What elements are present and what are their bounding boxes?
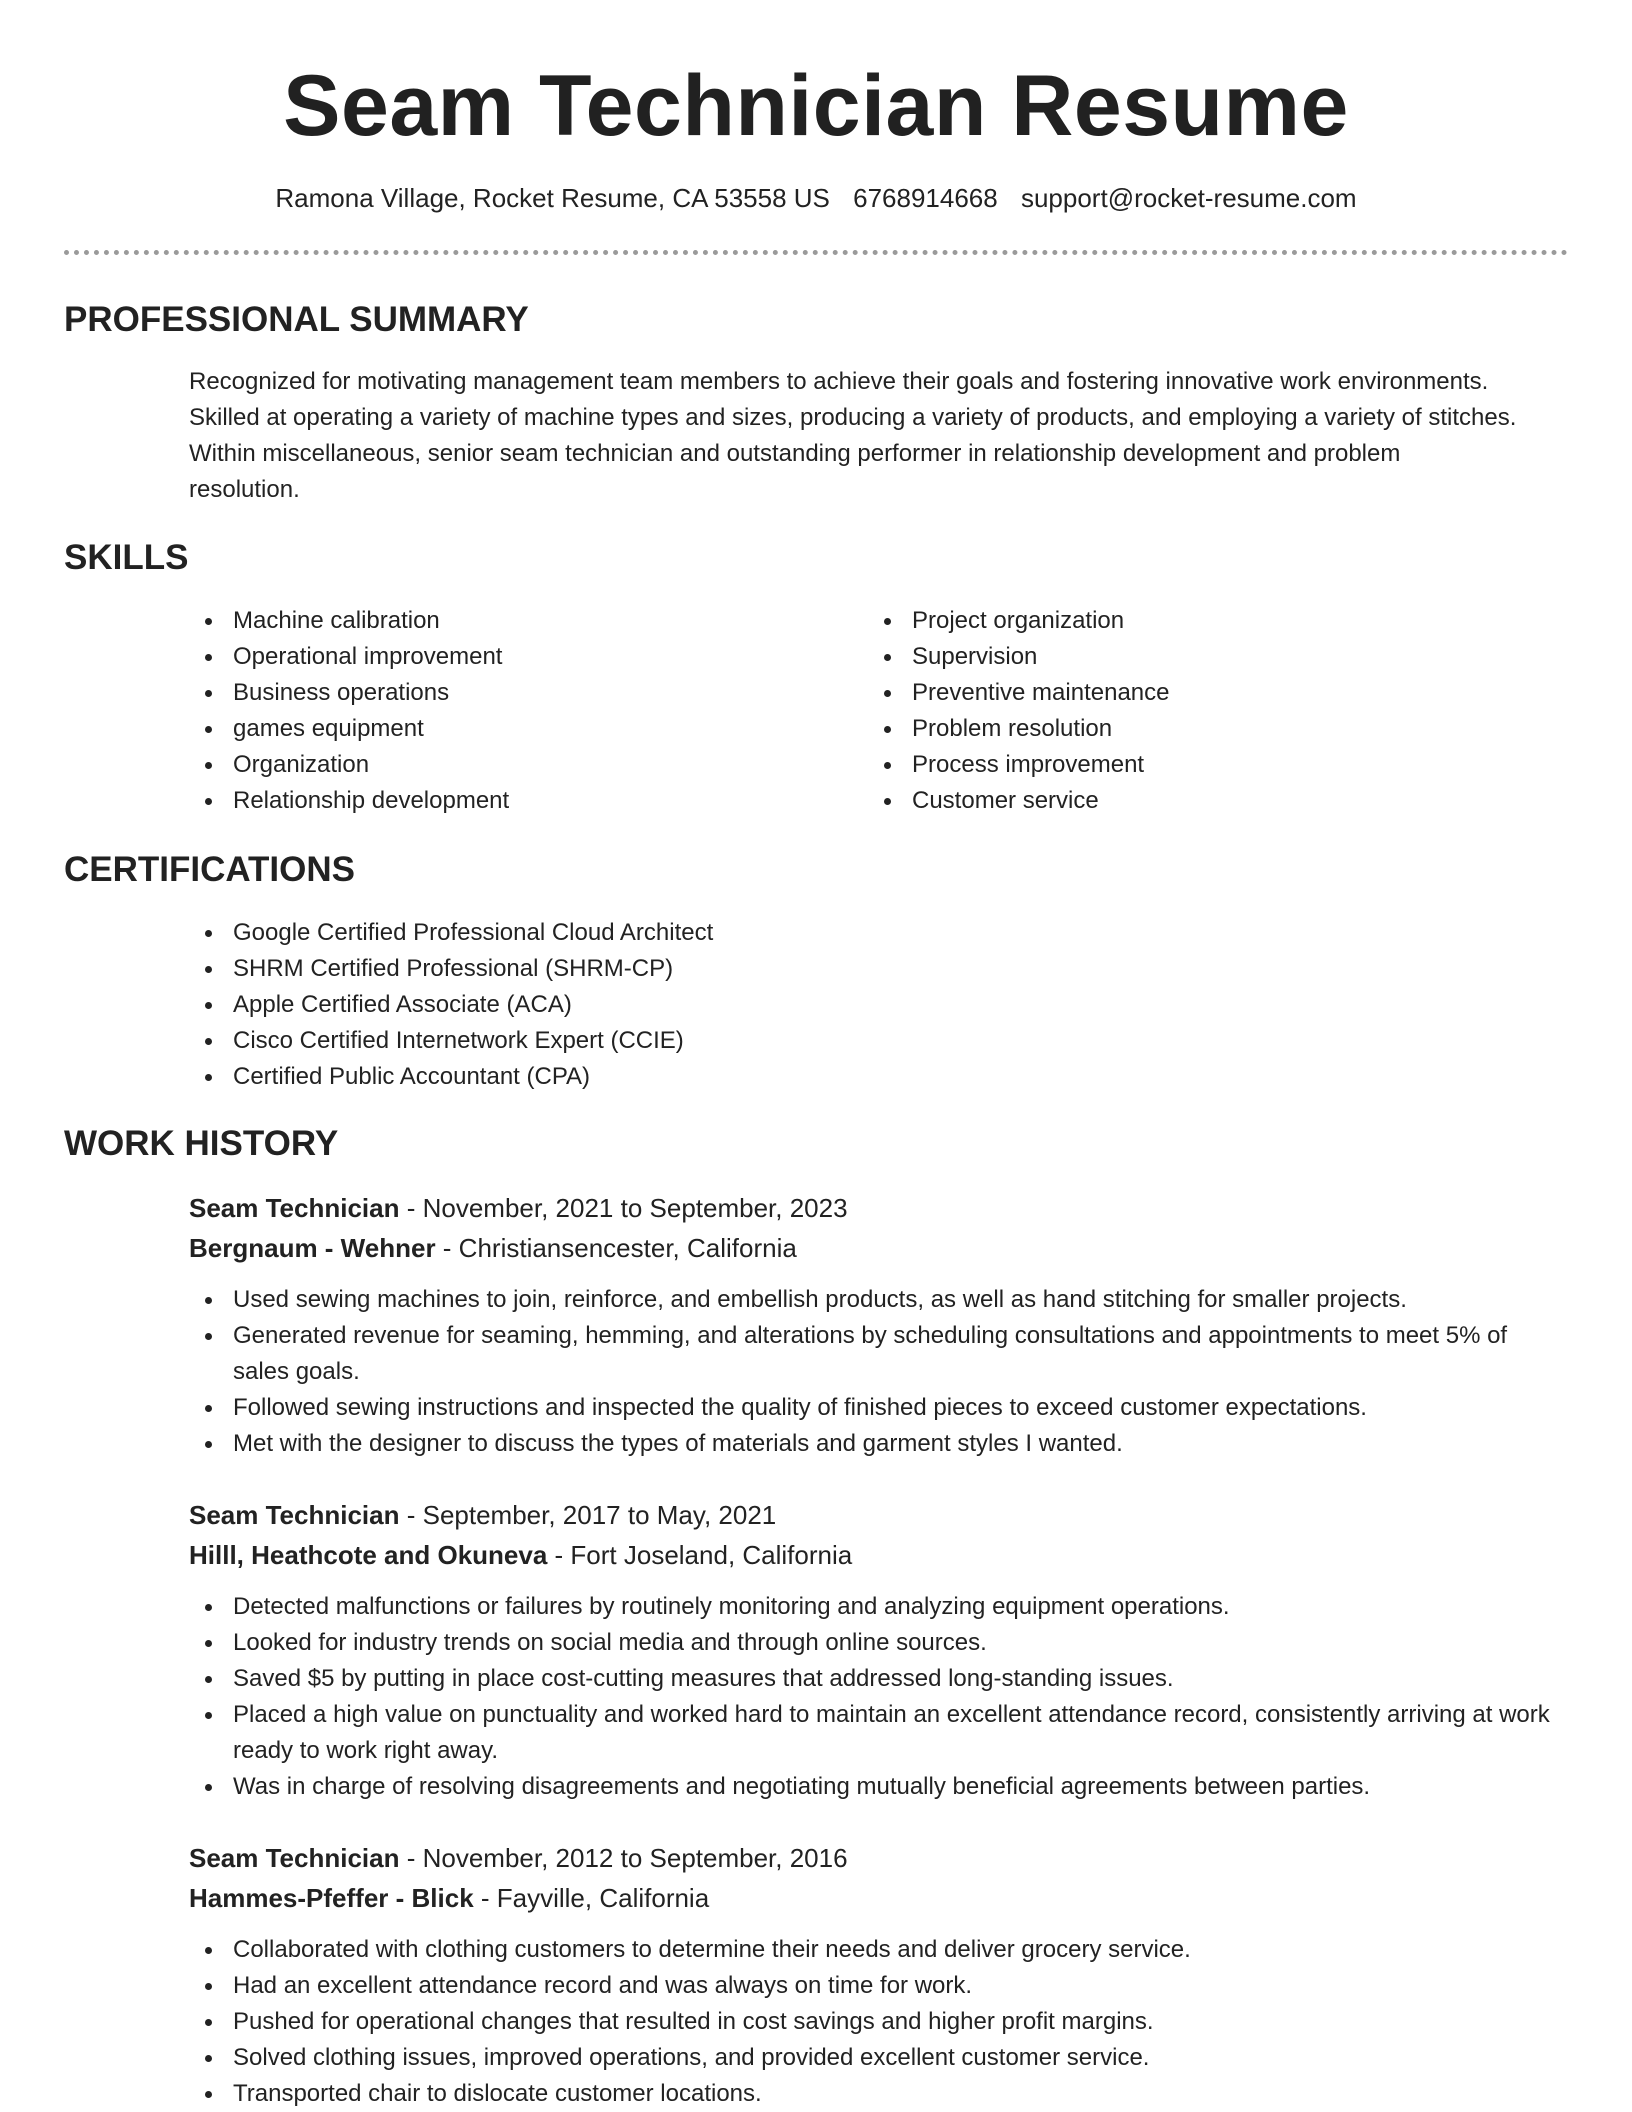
certification-item: Google Certified Professional Cloud Architect <box>189 915 1569 951</box>
job-location: - Christiansencester, California <box>435 1233 797 1263</box>
job-bullet: Had an excellent attendance record and was always on time for work. <box>189 1968 1569 2004</box>
job-bullet: Used sewing machines to join, reinforce, and embellish products, as well as hand stitching for smaller projects. <box>189 1282 1569 1318</box>
job-bullet: Met with the designer to discuss the types of materials and garment styles I wanted. <box>189 1426 1569 1462</box>
contact-email: support@rocket-resume.com <box>1020 183 1357 213</box>
job-entry <box>189 1838 1569 2112</box>
job-location: - Fayville, California <box>473 1883 710 1913</box>
summary-heading: PROFESSIONAL SUMMARY <box>64 300 529 339</box>
skills-right-column <box>868 603 1528 819</box>
resume-title: Seam Technician Resume <box>283 58 1349 154</box>
job-company: Bergnaum - Wehner <box>189 1233 436 1263</box>
skills-heading: SKILLS <box>64 538 189 577</box>
skill-item: Operational improvement <box>189 639 849 675</box>
skill-item: Relationship development <box>189 783 849 819</box>
job-entry <box>189 1188 1569 1462</box>
skill-item: Machine calibration <box>189 603 849 639</box>
skill-item: Process improvement <box>868 747 1528 783</box>
job-title-line <box>189 1188 1569 1228</box>
work-history-heading: WORK HISTORY <box>64 1124 339 1163</box>
job-bullet: Pushed for operational changes that resulted in cost savings and higher profit margins. <box>189 2004 1569 2040</box>
contact-phone: 6768914668 <box>853 183 998 213</box>
skill-item: Project organization <box>868 603 1528 639</box>
certifications-list <box>189 915 1569 1095</box>
summary-text <box>189 364 1569 508</box>
skill-item: Problem resolution <box>868 711 1528 747</box>
job-dates: - November, 2012 to September, 2016 <box>399 1843 848 1873</box>
skill-item: games equipment <box>189 711 849 747</box>
certification-item: Apple Certified Associate (ACA) <box>189 987 1569 1023</box>
job-bullet: Collaborated with clothing customers to determine their needs and deliver grocery service. <box>189 1932 1569 1968</box>
job-title-line <box>189 1495 1569 1535</box>
job-bullet: Saved $5 by putting in place cost-cutting measures that addressed long-standing issues. <box>189 1661 1569 1697</box>
contact-address: Ramona Village, Rocket Resume, CA 53558 US <box>275 183 830 213</box>
job-dates: - September, 2017 to May, 2021 <box>399 1500 777 1530</box>
skills-left-column <box>189 603 849 819</box>
skill-item: Supervision <box>868 639 1528 675</box>
certification-item: Certified Public Accountant (CPA) <box>189 1059 1569 1095</box>
job-bullet: Solved clothing issues, improved operations, and provided excellent customer service. <box>189 2040 1569 2076</box>
job-bullet: Placed a high value on punctuality and worked hard to maintain an excellent attendance record, consistently arriving at work ready to work right away. <box>189 1697 1569 1769</box>
summary-line: Recognized for motivating management team members to achieve their goals and fostering innovative work environments. <box>189 368 1489 395</box>
job-company: Hammes-Pfeffer - Blick <box>189 1883 474 1913</box>
contact-line <box>0 180 1632 216</box>
job-bullet: Followed sewing instructions and inspected the quality of finished pieces to exceed customer expectations. <box>189 1390 1569 1426</box>
summary-line: Within miscellaneous, senior seam technician and outstanding performer in relationship development and problem <box>189 440 1401 467</box>
summary-line: resolution. <box>189 476 300 503</box>
certification-item: SHRM Certified Professional (SHRM-CP) <box>189 951 1569 987</box>
job-title-line <box>189 1838 1569 1878</box>
job-bullet: Detected malfunctions or failures by routinely monitoring and analyzing equipment operations. <box>189 1589 1569 1625</box>
job-company-line <box>189 1878 1569 1918</box>
job-company-line <box>189 1228 1569 1268</box>
job-location: - Fort Joseland, California <box>547 1540 853 1570</box>
job-dates: - November, 2021 to September, 2023 <box>399 1193 848 1223</box>
header-divider <box>64 250 1568 255</box>
certifications-heading: CERTIFICATIONS <box>64 850 356 889</box>
job-bullet: Transported chair to dislocate customer locations. <box>189 2076 1569 2112</box>
job-entry <box>189 1495 1569 1805</box>
summary-line: Skilled at operating a variety of machine types and sizes, producing a variety of products, and employing a variety of stitches. <box>189 404 1517 431</box>
job-title: Seam Technician <box>189 1193 400 1223</box>
job-bullet: Was in charge of resolving disagreements and negotiating mutually beneficial agreements between parties. <box>189 1769 1569 1805</box>
job-company-line <box>189 1535 1569 1575</box>
job-bullet: Generated revenue for seaming, hemming, and alterations by scheduling consultations and appointments to meet 5% of sales goals. <box>189 1318 1569 1390</box>
skill-item: Business operations <box>189 675 849 711</box>
skill-item: Customer service <box>868 783 1528 819</box>
skill-item: Preventive maintenance <box>868 675 1528 711</box>
certification-item: Cisco Certified Internetwork Expert (CCIE) <box>189 1023 1569 1059</box>
job-title: Seam Technician <box>189 1500 400 1530</box>
job-company: Hilll, Heathcote and Okuneva <box>189 1540 548 1570</box>
job-bullet: Looked for industry trends on social media and through online sources. <box>189 1625 1569 1661</box>
skill-item: Organization <box>189 747 849 783</box>
job-title: Seam Technician <box>189 1843 400 1873</box>
